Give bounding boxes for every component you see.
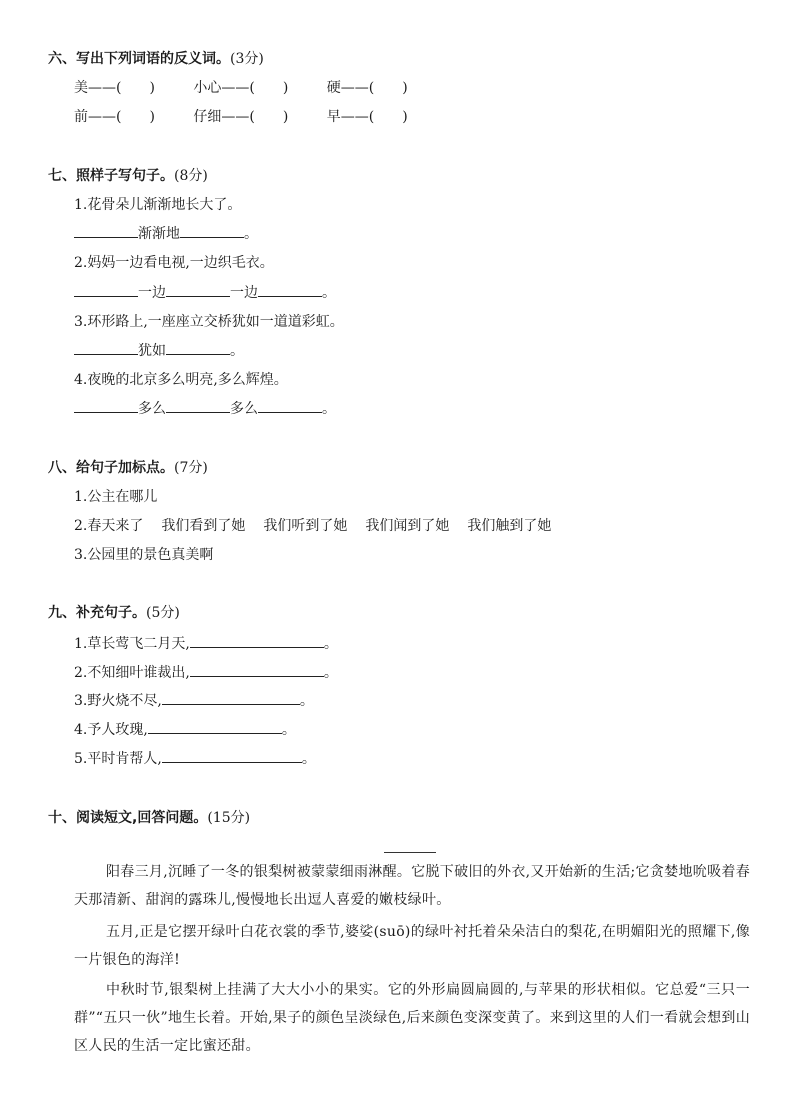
section-7-score: (8分) <box>174 168 208 184</box>
sentence-start: 5.平时肯帮人, <box>74 751 162 767</box>
antonym-row-2 <box>74 106 408 126</box>
complete-sentence-3 <box>74 690 314 710</box>
punctuation-sentence-2 <box>74 515 569 535</box>
passage-title-blank[interactable] <box>384 852 436 853</box>
answer-text: 一边 <box>138 285 166 301</box>
section-6-title <box>48 48 264 68</box>
answer-line-4 <box>74 398 336 418</box>
example-sentence-4: 4.夜晚的北京多么明亮,多么辉煌。 <box>74 372 288 388</box>
fill-blank[interactable] <box>258 398 322 413</box>
fill-blank[interactable] <box>162 690 300 705</box>
section-10-title <box>48 807 250 827</box>
antonym-item: 硬——( ) <box>326 80 408 96</box>
fill-blank[interactable] <box>74 340 138 355</box>
section-9-title <box>48 602 180 622</box>
answer-text: 犹如 <box>138 343 166 359</box>
complete-sentence-1 <box>74 633 338 653</box>
passage-paragraph-1: 阳春三月,沉睡了一冬的银梨树被蒙蒙细雨淋醒。它脱下破旧的外衣,又开始新的生活;它贪婪地吮吸着春天那清新、甜润的露珠儿,慢慢地长出逗人喜爱的嫩枝绿叶。 <box>74 864 750 908</box>
answer-text: 渐渐地 <box>138 226 180 242</box>
antonym-item: 小心——( ) <box>193 80 289 96</box>
sentence-part: 我们看到了她 <box>161 518 246 534</box>
sentence-part: 我们触到了她 <box>467 518 552 534</box>
passage-paragraph-3: 中秋时节,银梨树上挂满了大大小小的果实。它的外形扁圆扁圆的,与苹果的形状相似。它总爱“三只一群”“五只一伙”地生长着。开始,果子的颜色呈淡绿色,后来颜色变深变黄了。来到这里的人们一看就会想到山区人民的生活一定比蜜还甜。 <box>74 982 750 1054</box>
sentence-end: 。 <box>301 751 316 767</box>
example-sentence-1: 1.花骨朵儿渐渐地长大了。 <box>74 197 242 213</box>
answer-text: 。 <box>322 401 336 417</box>
fill-blank[interactable] <box>148 719 282 734</box>
sentence-start: 1.草长莺飞二月天, <box>74 636 190 652</box>
sentence-end: 。 <box>323 636 338 652</box>
fill-blank[interactable] <box>166 282 230 297</box>
fill-blank[interactable] <box>190 662 324 677</box>
sentence-end: 。 <box>281 722 296 738</box>
section-8-title <box>48 457 208 477</box>
section-6-heading: 六、写出下列词语的反义词。 <box>48 51 230 67</box>
example-sentence-3: 3.环形路上,一座座立交桥犹如一道道彩虹。 <box>74 314 344 330</box>
punctuation-sentence-3: 3.公园里的景色真美啊 <box>74 547 214 563</box>
fill-blank[interactable] <box>162 748 302 763</box>
fill-blank[interactable] <box>190 633 324 648</box>
answer-text: 一边 <box>230 285 258 301</box>
sentence-part: 我们听到了她 <box>263 518 348 534</box>
answer-line-2 <box>74 282 336 302</box>
answer-text: 。 <box>244 226 258 242</box>
antonym-row-1 <box>74 77 408 97</box>
fill-blank[interactable] <box>258 282 322 297</box>
section-10-score: (15分) <box>207 810 251 826</box>
section-8-heading: 八、给句子加标点。 <box>48 460 174 476</box>
sentence-start: 3.野火烧不尽, <box>74 693 162 709</box>
fill-blank[interactable] <box>74 223 138 238</box>
fill-blank[interactable] <box>180 223 244 238</box>
answer-line-3 <box>74 340 244 360</box>
section-7-title <box>48 165 208 185</box>
sentence-part: 我们闻到了她 <box>365 518 450 534</box>
sentence-end: 。 <box>299 693 314 709</box>
answer-text: 多么 <box>230 401 258 417</box>
section-10-heading: 十、阅读短文,回答问题。 <box>48 810 208 826</box>
section-6-score: (3分) <box>230 51 264 67</box>
example-sentence-2: 2.妈妈一边看电视,一边织毛衣。 <box>74 255 274 271</box>
section-8-score: (7分) <box>174 460 208 476</box>
complete-sentence-5 <box>74 748 316 768</box>
fill-blank[interactable] <box>74 282 138 297</box>
sentence-start: 4.予人玫瑰, <box>74 722 148 738</box>
section-7-heading: 七、照样子写句子。 <box>48 168 174 184</box>
fill-blank[interactable] <box>166 340 230 355</box>
section-9-score: (5分) <box>146 605 180 621</box>
fill-blank[interactable] <box>166 398 230 413</box>
section-9-heading: 九、补充句子。 <box>48 605 146 621</box>
complete-sentence-2 <box>74 662 338 682</box>
sentence-start: 2.不知细叶谁裁出, <box>74 665 190 681</box>
passage-paragraph-2: 五月,正是它摆开绿叶白花衣裳的季节,婆娑(suō)的绿叶衬托着朵朵洁白的梨花,在明媚阳光的照耀下,像一片银色的海洋! <box>74 924 750 968</box>
antonym-item: 美——( ) <box>74 80 155 96</box>
antonym-item: 早——( ) <box>326 109 408 125</box>
fill-blank[interactable] <box>74 398 138 413</box>
antonym-item: 仔细——( ) <box>193 109 289 125</box>
sentence-end: 。 <box>323 665 338 681</box>
punctuation-sentence-1: 1.公主在哪儿 <box>74 489 158 505</box>
answer-text: 多么 <box>138 401 166 417</box>
sentence-part: 2.春天来了 <box>74 518 144 534</box>
answer-line-1 <box>74 223 258 243</box>
answer-text: 。 <box>230 343 244 359</box>
antonym-item: 前——( ) <box>74 109 155 125</box>
answer-text: 。 <box>322 285 336 301</box>
complete-sentence-4 <box>74 719 296 739</box>
